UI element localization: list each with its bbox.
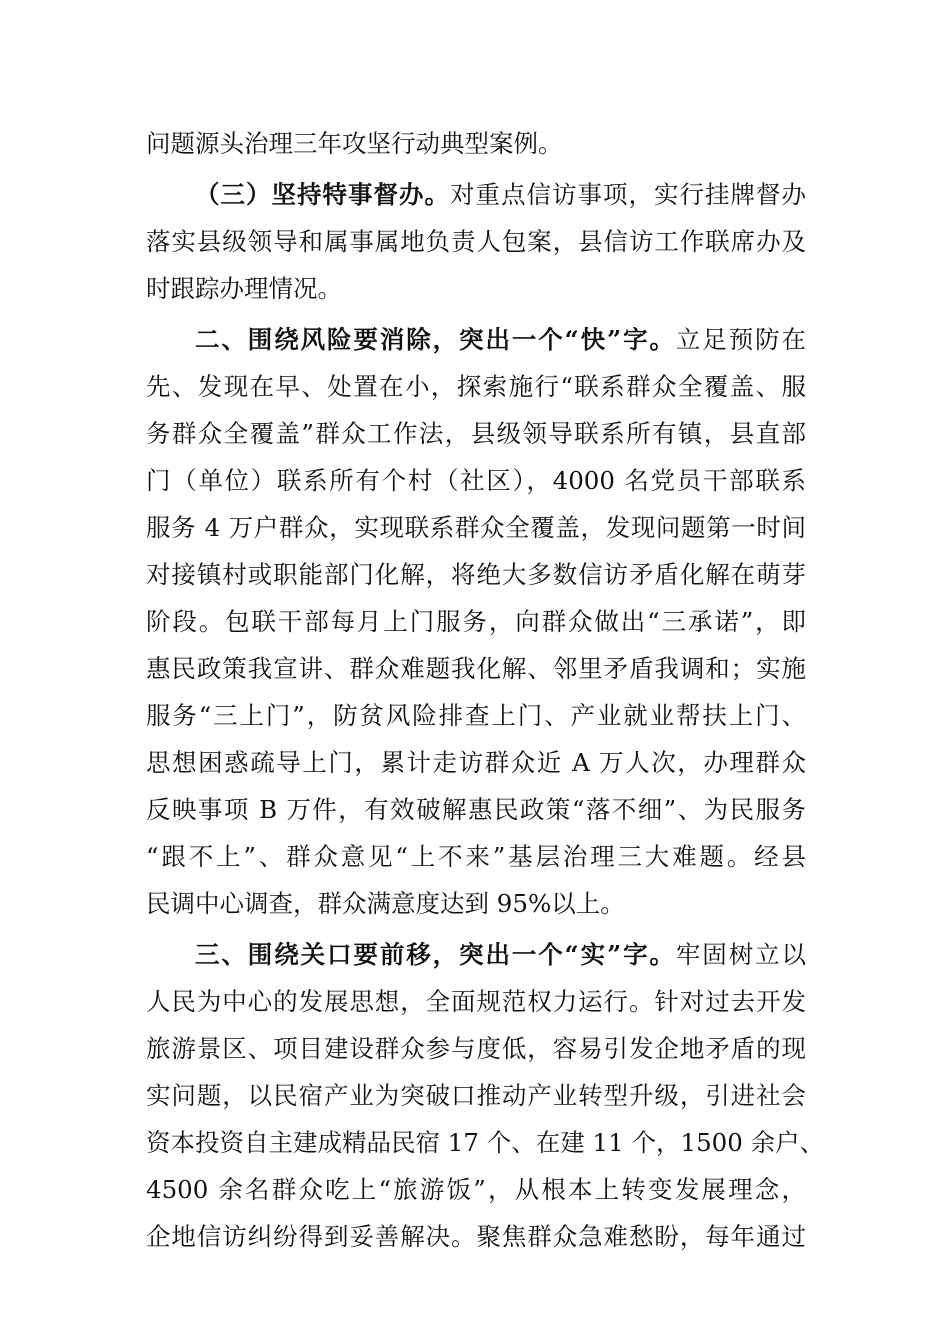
text-line (146, 931, 806, 978)
text-segment: 惠民政策我宣讲、群众难题我化解、邻里矛盾我调和；实施 (146, 654, 806, 683)
text-segment: 4500 余名群众吃上“旅游饭”，从根本上转变发展理念， (146, 1175, 806, 1204)
text-segment: 牢固树立以 (675, 940, 807, 969)
text-segment: 资本投资自主建成精品民宿 17 个、在建 11 个，1500 余户、 (146, 1128, 825, 1157)
text-segment: 问题源头治理三年攻坚行动典型案例。 (146, 129, 563, 158)
text-line (146, 410, 806, 457)
text-segment: 人民为中心的发展思想，全面规范权力运行。针对过去开发 (146, 987, 806, 1016)
text-segment: 务群众全覆盖”群众工作法，县级领导联系所有镇，县直部 (146, 419, 806, 448)
text-line (146, 1213, 806, 1260)
text-line (146, 739, 806, 786)
text-segment: 实问题，以民宿产业为突破口推动产业转型升级，引进社会 (146, 1081, 806, 1110)
text-line (146, 504, 806, 551)
paragraph (146, 316, 806, 927)
text-line (146, 1072, 806, 1119)
text-segment: 服务“三上门”，防贫风险排查上门、产业就业帮扶上门、 (146, 701, 806, 730)
text-segment: 时跟踪办理情况。 (146, 274, 342, 303)
text-line (146, 598, 806, 645)
paragraph (146, 171, 806, 312)
text-segment: 阶段。包联干部每月上门服务，向群众做出“三承诺”，即 (146, 607, 806, 636)
text-line (146, 786, 806, 833)
document-body (146, 120, 825, 1260)
text-line (146, 692, 806, 739)
text-segment: 反映事项 B 万件，有效破解惠民政策“落不细”、为民服务 (146, 795, 806, 824)
text-line (146, 316, 806, 363)
text-segment: 先、发现在早、处置在小，探索施行“联系群众全覆盖、服 (146, 372, 806, 401)
text-line (146, 120, 806, 167)
text-segment: 落实县级领导和属事属地负责人包案，县信访工作联席办及 (146, 227, 806, 256)
text-line (146, 1025, 806, 1072)
text-line (146, 218, 806, 265)
paragraph (146, 120, 806, 167)
text-segment: 立足预防在 (675, 325, 807, 354)
section-heading: （三）坚持特事督办。 (195, 180, 450, 209)
text-line (146, 457, 806, 504)
text-segment: 民调中心调查，群众满意度达到 95%以上。 (146, 889, 625, 918)
text-segment: 对接镇村或职能部门化解，将绝大多数信访矛盾化解在萌芽 (146, 560, 806, 589)
text-line (146, 171, 806, 218)
text-line (146, 978, 806, 1025)
text-segment: “跟不上”、群众意见“上不来”基层治理三大难题。经县 (146, 842, 806, 871)
text-segment: 旅游景区、项目建设群众参与度低，容易引发企地矛盾的现 (146, 1034, 806, 1063)
text-segment: 思想困惑疏导上门，累计走访群众近 A 万人次，办理群众 (146, 748, 806, 777)
text-segment: 对重点信访事项，实行挂牌督办 (450, 180, 806, 209)
text-line (146, 1119, 825, 1166)
text-segment: 企地信访纠纷得到妥善解决。聚焦群众急难愁盼，每年通过 (146, 1222, 806, 1251)
text-line (146, 880, 806, 927)
text-segment: 服务 4 万户群众，实现联系群众全覆盖，发现问题第一时间 (146, 513, 806, 542)
section-heading: 三、围绕关口要前移，突出一个“实”字。 (195, 940, 676, 969)
text-line (146, 551, 806, 598)
text-line (146, 265, 806, 312)
paragraph (146, 931, 825, 1260)
text-line (146, 1166, 806, 1213)
section-heading: 二、围绕风险要消除，突出一个“快”字。 (195, 325, 676, 354)
text-line (146, 363, 806, 410)
text-line (146, 645, 806, 692)
text-line (146, 833, 806, 880)
text-segment: 门（单位）联系所有个村（社区），4000 名党员干部联系 (146, 466, 806, 495)
